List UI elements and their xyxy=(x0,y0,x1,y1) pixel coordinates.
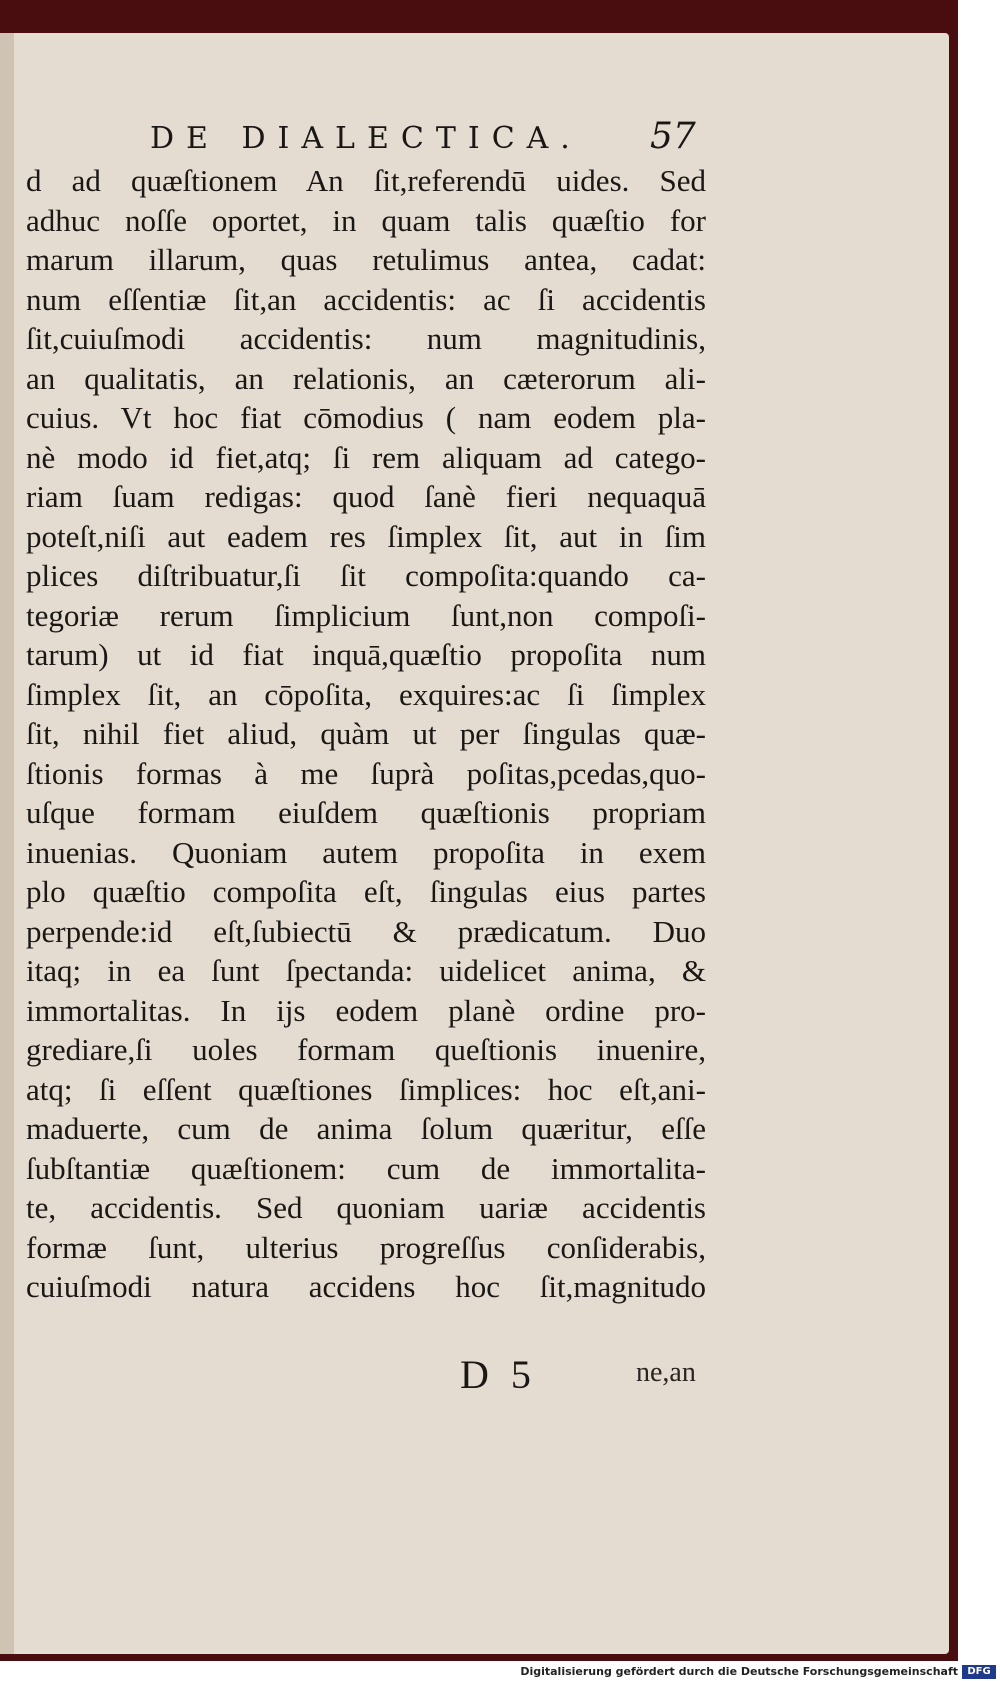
text-line: adhuc noſſe oportet, in quam talis quæſtio for xyxy=(26,202,706,238)
catchword: ne,an xyxy=(636,1357,696,1388)
text-line: ſit, nihil fiet aliud, quàm ut per ſingulas quæ- xyxy=(26,716,706,751)
text-line: num eſſentiæ ſit,an accidentis: ac ſi accidentis xyxy=(26,281,706,317)
text-line: maduerte, cum de anima ſolum quæritur, eſſe xyxy=(26,1111,706,1146)
text-line: ſtionis formas à me ſuprà poſitas,pcedas,quo- xyxy=(26,755,706,791)
text-line: grediare,ſi uoles formam queſtionis inuenire, xyxy=(26,1032,706,1067)
dfg-logo-icon: DFG xyxy=(962,1665,996,1679)
body-text xyxy=(26,161,706,1307)
text-line: ſit,cuiuſmodi accidentis: num magnitudinis, xyxy=(26,321,706,356)
text-line: marum illarum, quas retulimus antea, cadat: xyxy=(26,242,706,277)
footer-credit: Digitalisierung gefördert durch die Deutsche Forschungsgemeinschaft xyxy=(520,1665,958,1678)
signature-mark: D 5 xyxy=(460,1352,537,1397)
text-line: plices diſtribuatur,ſi ſit compoſita:quando ca- xyxy=(26,558,706,593)
text-line: riam ſuam redigas: quod ſanè fieri nequaquā xyxy=(26,479,706,514)
text-line: formæ ſunt, ulterius progreſſus conſiderabis, xyxy=(26,1229,706,1265)
text-line: d ad quæſtionem An ſit,referendū uides. Sed xyxy=(26,163,706,198)
text-line: immortalitas. In ijs eodem planè ordine pro- xyxy=(26,992,706,1028)
text-line: itaq; in ea ſunt ſpectanda: uidelicet anima, & xyxy=(26,953,706,988)
text-line: inuenias. Quoniam autem propoſita in exem xyxy=(26,834,706,870)
text-line: an qualitatis, an relationis, an cæterorum ali- xyxy=(26,360,706,396)
text-line: nè modo id fiet,atq; ſi rem aliquam ad catego- xyxy=(26,439,706,475)
text-line: ſimplex ſit, an cōpoſita, exquires:ac ſi ſimplex xyxy=(26,676,706,712)
text-line: plo quæſtio compoſita eſt, ſingulas eius partes xyxy=(26,874,706,909)
text-line: ſubſtantiæ quæſtionem: cum de immortalita- xyxy=(26,1150,706,1186)
text-line: te, accidentis. Sed quoniam uariæ accidentis xyxy=(26,1190,706,1225)
text-line: atq; ſi eſſent quæſtiones ſimplices: hoc eſt,ani- xyxy=(26,1071,706,1107)
text-line: tarum) ut id fiat inquā,quæſtio propoſita num xyxy=(26,637,706,672)
text-line: cuiuſmodi natura accidens hoc ſit,magnitudo xyxy=(26,1269,706,1304)
text-line: uſque formam eiuſdem quæſtionis propriam xyxy=(26,795,706,830)
book-page xyxy=(0,33,949,1654)
text-line: tegoriæ rerum ſimplicium ſunt,non compoſi- xyxy=(26,597,706,633)
text-line: cuius. Vt hoc fiat cōmodius ( nam eodem pla- xyxy=(26,400,706,435)
digitization-footer xyxy=(0,1661,1000,1681)
running-head: DE DIALECTICA. xyxy=(150,121,582,156)
text-line: poteſt,niſi aut eadem res ſimplex ſit, aut in ſim xyxy=(26,518,706,554)
page-number: 57 xyxy=(650,116,696,157)
page-spine xyxy=(0,33,14,1654)
text-line: perpende:id eſt,ſubiectū & prædicatum. Duo xyxy=(26,913,706,949)
